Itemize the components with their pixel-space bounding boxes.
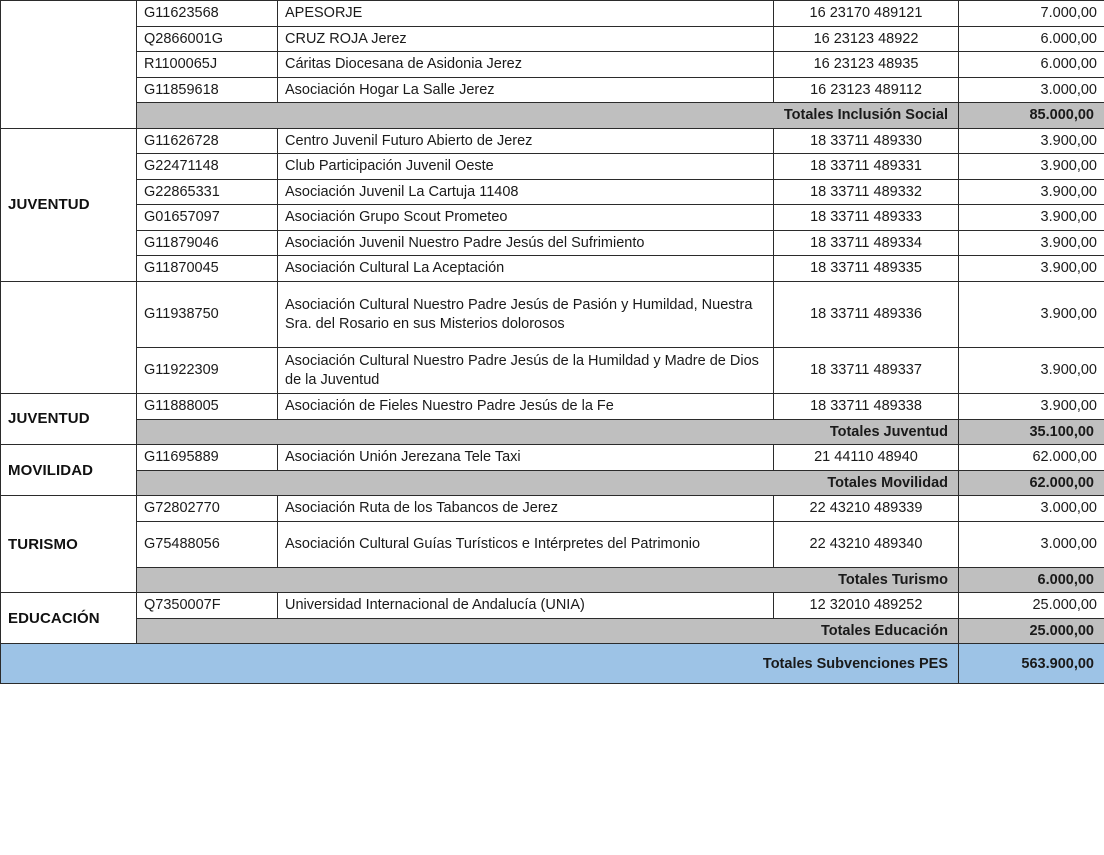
cif-cell: G11695889 xyxy=(137,445,278,471)
subtotal-label: Totales Inclusión Social xyxy=(137,103,959,129)
area-label-juventud: JUVENTUD xyxy=(1,128,137,281)
area-label-movilidad: MOVILIDAD xyxy=(1,445,137,496)
table-row xyxy=(1,154,1104,180)
entity-name-cell: APESORJE xyxy=(278,1,774,27)
cif-cell: Q2866001G xyxy=(137,26,278,52)
entity-name-cell: Asociación Juvenil Nuestro Padre Jesús del Sufrimiento xyxy=(278,230,774,256)
subtotal-label: Totales Turismo xyxy=(137,567,959,593)
budget-application-cell: 18 33711 489330 xyxy=(774,128,959,154)
amount-cell: 3.900,00 xyxy=(959,256,1104,282)
subtotal-label: Totales Educación xyxy=(137,618,959,644)
entity-name-cell: Cáritas Diocesana de Asidonia Jerez xyxy=(278,52,774,78)
table-row xyxy=(1,445,1104,471)
subtotal-row xyxy=(1,618,1104,644)
amount-cell: 3.900,00 xyxy=(959,205,1104,231)
subtotal-amount: 25.000,00 xyxy=(959,618,1104,644)
subtotal-amount: 35.100,00 xyxy=(959,419,1104,445)
amount-cell: 3.000,00 xyxy=(959,521,1104,567)
table-row xyxy=(1,593,1104,619)
amount-cell: 62.000,00 xyxy=(959,445,1104,471)
budget-application-cell: 12 32010 489252 xyxy=(774,593,959,619)
table-row xyxy=(1,496,1104,522)
budget-application-cell: 18 33711 489336 xyxy=(774,282,959,348)
cif-cell: G11922309 xyxy=(137,348,278,394)
table-row xyxy=(1,1,1104,27)
cif-cell: G11626728 xyxy=(137,128,278,154)
entity-name-cell: Asociación Cultural Nuestro Padre Jesús de la Humildad y Madre de Dios de la Juventud xyxy=(278,348,774,394)
cif-cell: G11938750 xyxy=(137,282,278,348)
budget-application-cell: 16 23123 489112 xyxy=(774,77,959,103)
entity-name-cell: Asociación Ruta de los Tabancos de Jerez xyxy=(278,496,774,522)
subtotal-label: Totales Movilidad xyxy=(137,470,959,496)
cif-cell: G11870045 xyxy=(137,256,278,282)
grand-total-label: Totales Subvenciones PES xyxy=(1,644,959,684)
cif-cell: G22471148 xyxy=(137,154,278,180)
cif-cell: G11888005 xyxy=(137,394,278,420)
entity-name-cell: Centro Juvenil Futuro Abierto de Jerez xyxy=(278,128,774,154)
entity-name-cell: Universidad Internacional de Andalucía (UNIA) xyxy=(278,593,774,619)
table-row xyxy=(1,26,1104,52)
budget-application-cell: 21 44110 48940 xyxy=(774,445,959,471)
area-label-juventud-spacer xyxy=(1,282,137,394)
amount-cell: 3.900,00 xyxy=(959,394,1104,420)
subtotal-row xyxy=(1,103,1104,129)
table-row xyxy=(1,282,1104,348)
amount-cell: 3.900,00 xyxy=(959,230,1104,256)
table-row xyxy=(1,394,1104,420)
area-label-inclusion-social xyxy=(1,1,137,129)
subtotal-amount: 62.000,00 xyxy=(959,470,1104,496)
cif-cell: G22865331 xyxy=(137,179,278,205)
entity-name-cell: Asociación Cultural Nuestro Padre Jesús de Pasión y Humildad, Nuestra Sra. del Rosario en sus Misterios dolorosos xyxy=(278,282,774,348)
grand-total-amount: 563.900,00 xyxy=(959,644,1104,684)
amount-cell: 3.900,00 xyxy=(959,282,1104,348)
table-row xyxy=(1,52,1104,78)
amount-cell: 6.000,00 xyxy=(959,26,1104,52)
entity-name-cell: Asociación Hogar La Salle Jerez xyxy=(278,77,774,103)
table-row xyxy=(1,348,1104,394)
subtotal-row xyxy=(1,567,1104,593)
cif-cell: Q7350007F xyxy=(137,593,278,619)
table-row xyxy=(1,77,1104,103)
cif-cell: R1100065J xyxy=(137,52,278,78)
budget-application-cell: 22 43210 489339 xyxy=(774,496,959,522)
entity-name-cell: Asociación Juvenil La Cartuja 11408 xyxy=(278,179,774,205)
budget-application-cell: 18 33711 489337 xyxy=(774,348,959,394)
subtotal-row xyxy=(1,470,1104,496)
budget-application-cell: 16 23123 48935 xyxy=(774,52,959,78)
entity-name-cell: Asociación de Fieles Nuestro Padre Jesús de la Fe xyxy=(278,394,774,420)
budget-application-cell: 18 33711 489338 xyxy=(774,394,959,420)
cif-cell: G75488056 xyxy=(137,521,278,567)
grand-total-row xyxy=(1,644,1104,684)
subtotal-row xyxy=(1,419,1104,445)
amount-cell: 3.900,00 xyxy=(959,179,1104,205)
cif-cell: G72802770 xyxy=(137,496,278,522)
amount-cell: 3.900,00 xyxy=(959,128,1104,154)
entity-name-cell: Asociación Cultural La Aceptación xyxy=(278,256,774,282)
budget-application-cell: 18 33711 489334 xyxy=(774,230,959,256)
cif-cell: G11623568 xyxy=(137,1,278,27)
budget-application-cell: 16 23123 48922 xyxy=(774,26,959,52)
subtotal-amount: 85.000,00 xyxy=(959,103,1104,129)
area-label-educacion: EDUCACIÓN xyxy=(1,593,137,644)
amount-cell: 3.900,00 xyxy=(959,348,1104,394)
entity-name-cell: CRUZ ROJA Jerez xyxy=(278,26,774,52)
amount-cell: 3.000,00 xyxy=(959,77,1104,103)
table-row xyxy=(1,230,1104,256)
cif-cell: G01657097 xyxy=(137,205,278,231)
amount-cell: 3.900,00 xyxy=(959,154,1104,180)
entity-name-cell: Asociación Grupo Scout Prometeo xyxy=(278,205,774,231)
budget-application-cell: 18 33711 489331 xyxy=(774,154,959,180)
area-label-juventud-2: JUVENTUD xyxy=(1,394,137,445)
cif-cell: G11859618 xyxy=(137,77,278,103)
entity-name-cell: Asociación Cultural Guías Turísticos e Intérpretes del Patrimonio xyxy=(278,521,774,567)
subtotal-label: Totales Juventud xyxy=(137,419,959,445)
table-row xyxy=(1,205,1104,231)
cif-cell: G11879046 xyxy=(137,230,278,256)
amount-cell: 25.000,00 xyxy=(959,593,1104,619)
table-row xyxy=(1,256,1104,282)
budget-application-cell: 18 33711 489333 xyxy=(774,205,959,231)
table-row xyxy=(1,521,1104,567)
table-row xyxy=(1,179,1104,205)
table-row xyxy=(1,128,1104,154)
budget-application-cell: 18 33711 489335 xyxy=(774,256,959,282)
amount-cell: 3.000,00 xyxy=(959,496,1104,522)
budget-application-cell: 22 43210 489340 xyxy=(774,521,959,567)
budget-application-cell: 16 23170 489121 xyxy=(774,1,959,27)
entity-name-cell: Club Participación Juvenil Oeste xyxy=(278,154,774,180)
budget-application-cell: 18 33711 489332 xyxy=(774,179,959,205)
amount-cell: 7.000,00 xyxy=(959,1,1104,27)
area-label-turismo: TURISMO xyxy=(1,496,137,593)
subtotal-amount: 6.000,00 xyxy=(959,567,1104,593)
entity-name-cell: Asociación Unión Jerezana Tele Taxi xyxy=(278,445,774,471)
amount-cell: 6.000,00 xyxy=(959,52,1104,78)
